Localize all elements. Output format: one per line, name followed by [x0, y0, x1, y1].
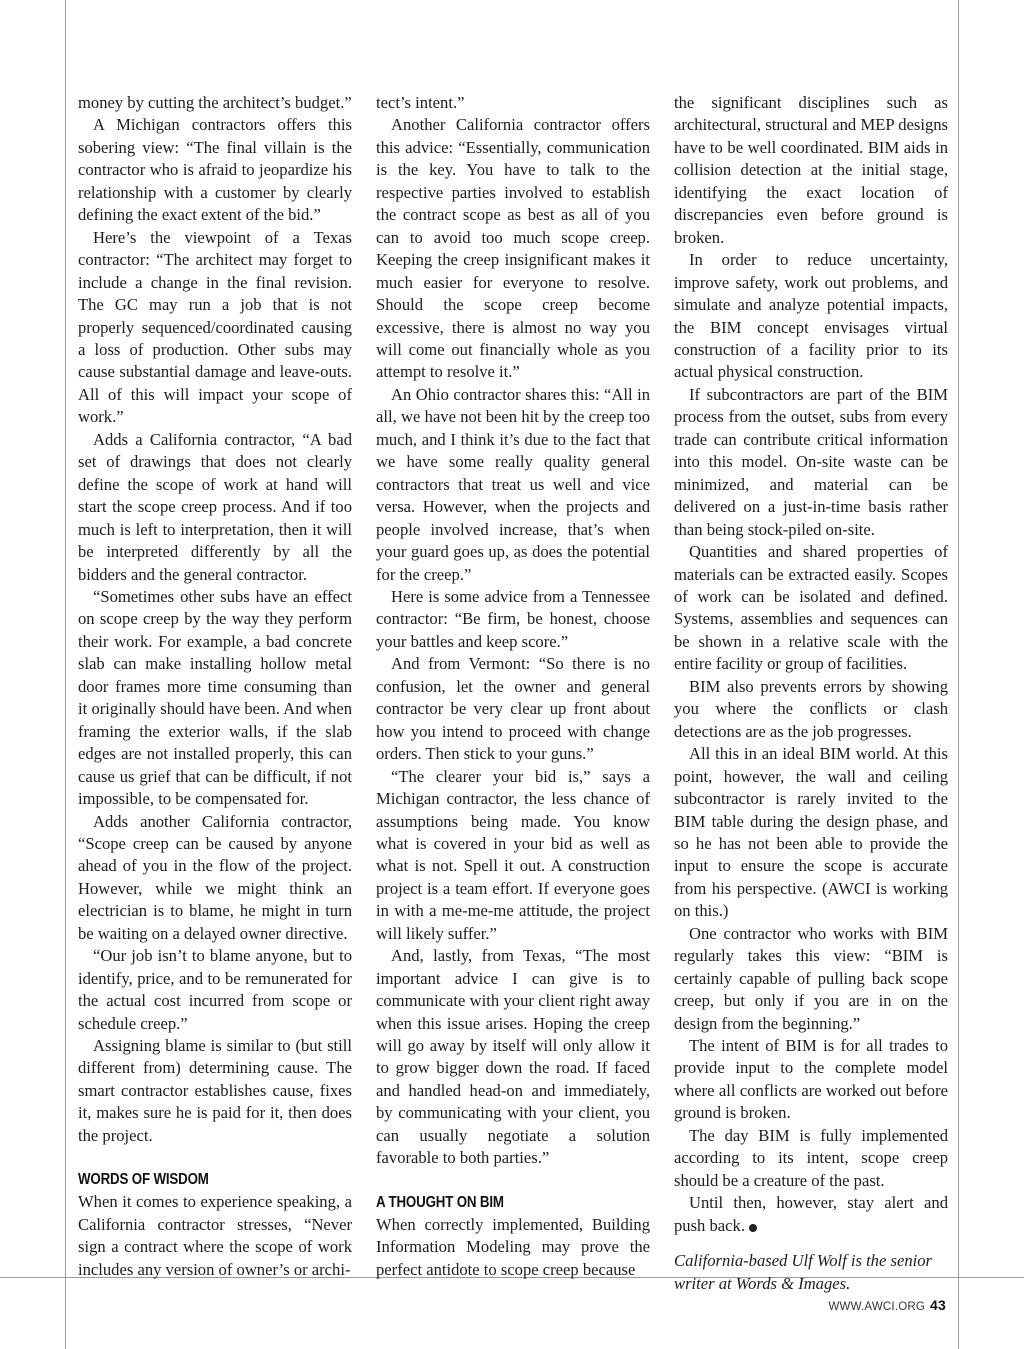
paragraph: [674, 743, 948, 923]
text: Adds a California contractor, “A bad set of drawings that does not clearly define the scope of work at hand will start the scope creep process. And if too much is left to interpretation, then it will be interpreted differently by all the bidders and the general contractor.: [78, 429, 352, 584]
paragraph: [78, 811, 352, 946]
text: When correctly implemented, Building Information Modeling may prove the perfect antidote to scope creep because: [376, 1214, 650, 1279]
text: The day BIM is fully implemented according to its intent, scope creep should be a creature of the past.: [674, 1125, 948, 1190]
text: the significant disciplines such as architectural, structural and MEP designs have to be well coordinated. BIM aids in collision detection at the initial stage, identifying the exact location of discrepancies even before ground is broken.: [674, 93, 948, 247]
paragraph: [674, 923, 948, 1035]
footer-website[interactable]: WWW.AWCI.ORG: [828, 1301, 926, 1313]
text: And, lastly, from Texas, “The most important advice I can give is to communicate with your client right away when this issue arises. Hoping the creep will go away by itself will only allow it to grow bigger down the road. If faced and handled head-on and immediately, by communicating with your client, you can usually negotiate a solution favorable to both parties.”: [376, 946, 650, 1168]
paragraph: [674, 541, 948, 676]
paragraph: [78, 945, 352, 1035]
paragraph: [376, 653, 650, 765]
column-left: [78, 92, 352, 1281]
text: The intent of BIM is for all trades to provide input to the complete model where all conflicts are worked out before ground is broken.: [674, 1036, 948, 1123]
author-byline: [674, 1250, 948, 1295]
paragraph: [376, 114, 650, 383]
paragraph: [78, 92, 352, 114]
paragraph: [674, 92, 948, 249]
text: Here is some advice from a Tennessee contractor: “Be firm, be honest, choose your battles and keep score.”: [376, 586, 650, 651]
section-heading: [78, 1169, 314, 1191]
paragraph: [78, 586, 352, 811]
paragraph: [78, 1191, 352, 1281]
end-mark-icon: [749, 1224, 757, 1232]
page-rule-left: [65, 0, 66, 1349]
paragraph: [376, 945, 650, 1170]
text: “The clearer your bid is,” says a Michigan contractor, the less chance of assumptions being made. You know what is covered in your bid as well as what is not. Spell it out. A construction project is a team effort. If everyone goes in with a me-me-me attitude, the project will likely suffer.”: [376, 766, 650, 943]
text: “Sometimes other subs have an effect on scope creep by the way they perform their work. For example, a bad concrete slab can make installing hollow metal door frames more time consuming than it originally should have been. And when framing the exterior walls, if the slab edges are not installed properly, this can cause us grief that can be difficult, if not impossible, to be compensated for.: [78, 586, 352, 809]
paragraph: [674, 676, 948, 743]
paragraph: [376, 92, 650, 114]
paragraph: [78, 114, 352, 226]
text: WORDS OF WISDOM: [78, 1171, 209, 1189]
column-middle: [376, 92, 650, 1281]
text: If subcontractors are part of the BIM process from the outset, subs from every trade can contribute critical information into this model. On-site waste can be minimized, and material can be delivered on a just-in-time basis rather than being stock-piled on-site.: [674, 384, 948, 539]
text: Until then, however, stay alert and push back.: [674, 1193, 948, 1235]
paragraph: [674, 249, 948, 384]
paragraph: [376, 1214, 650, 1281]
page-footer: [829, 1297, 947, 1313]
text: One contractor who works with BIM regularly takes this view: “BIM is certainly capable of pulling back scope creep, but only if you are in on the design from the beginning.”: [674, 923, 948, 1033]
text: “Our job isn’t to blame anyone, but to identify, price, and to be remunerated for the actual cost incurred from scope or schedule creep.”: [78, 946, 352, 1033]
text: Quantities and shared properties of materials can be extracted easily. Scopes of work can be isolated and defined. Systems, assemblies and sequences can be shown in a relative scale with the entire facility or group of facilities.: [674, 542, 948, 674]
paragraph: [674, 1192, 948, 1237]
paragraph: [376, 586, 650, 653]
page-rule-right: [958, 0, 959, 1349]
paragraph: [78, 227, 352, 429]
section-heading: [376, 1192, 612, 1214]
text: Here’s the viewpoint of a Texas contractor: “The architect may forget to include a change in the final revision. The GC may run a job that is not properly sequenced/coordinated causing a loss of production. Other subs may cause substantial damage and leave-outs. All of this will impact your scope of work.”: [78, 227, 352, 427]
text: And from Vermont: “So there is no confusion, let the owner and general contractor be very clear up front about how you intend to proceed with change orders. Then stick to your guns.”: [376, 654, 650, 764]
text: A Michigan contractors offers this sobering view: “The final villain is the contractor who is afraid to jeopardize his relationship with a customer by clearly defining the exact extent of the bid.”: [78, 115, 352, 225]
paragraph: [674, 1035, 948, 1125]
paragraph: [376, 766, 650, 946]
paragraph: [674, 384, 948, 541]
paragraph: [376, 384, 650, 586]
text: Another California contractor offers this advice: “Essentially, communication is the key. You have to talk to the respective parties involved to establish the contract scope as best as all of you can to avoid too much scope creep. Keeping the creep insignificant makes it much easier for everyone to resolve. Should the scope creep become excessive, there is almost no way you will come out financially whole as you attempt to resolve it.”: [376, 115, 650, 382]
text: A THOUGHT ON BIM: [376, 1193, 504, 1211]
text: Adds another California contractor, “Scope creep can be caused by anyone ahead of you in the flow of the project. However, while we might think an electrician is to blame, he might in turn be waiting on a delayed owner directive.: [78, 811, 352, 943]
text: BIM also prevents errors by showing you where the conflicts or clash detections are as the job progresses.: [674, 676, 948, 741]
page-number: 43: [930, 1297, 946, 1313]
text: When it comes to experience speaking, a California contractor stresses, “Never sign a contract where the scope of work includes any version of owner’s or archi-: [78, 1192, 352, 1279]
column-right: [674, 92, 948, 1295]
text: tect’s intent.”: [376, 93, 465, 112]
text: California-based Ulf Wolf is the senior writer at Words & Images.: [674, 1251, 932, 1293]
paragraph: [78, 1035, 352, 1147]
paragraph: [674, 1125, 948, 1192]
text: An Ohio contractor shares this: “All in all, we have not been hit by the creep too much, and I think it’s due to the fact that we have some really quality general contractors that treat us well and vice versa. However, when the projects and people involved increase, that’s when your guard goes up, as does the potential for the creep.”: [376, 384, 650, 584]
paragraph: [78, 429, 352, 586]
text: Assigning blame is similar to (but still different from) determining cause. The smart contractor establishes cause, fixes it, makes sure he is paid for it, then does the project.: [78, 1036, 352, 1145]
text: All this in an ideal BIM world. At this point, however, the wall and ceiling subcontractor is rarely invited to the BIM table during the design phase, and so he has not been able to provide the input to ensure the scope is accurate from his perspective. (AWCI is working on this.): [674, 744, 948, 921]
text: In order to reduce uncertainty, improve safety, work out problems, and simulate and analyze potential impacts, the BIM concept envisages virtual construction of a facility prior to its actual physical construction.: [674, 250, 948, 382]
text: money by cutting the architect’s budget.”: [78, 93, 352, 112]
